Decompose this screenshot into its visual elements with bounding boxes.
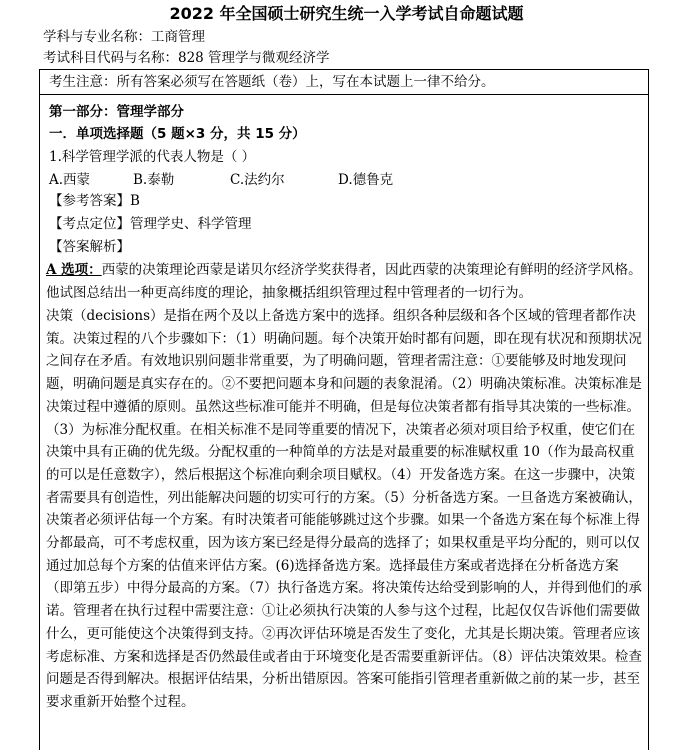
option-d: D.德鲁克 xyxy=(338,172,394,188)
major-line: 学科与专业名称：工商管理 xyxy=(43,29,205,45)
option-a: A.西蒙 xyxy=(49,172,91,188)
option-a-text: 西蒙的决策理论西蒙是诺贝尔经济学奖获得者，因此西蒙的决策理论有鲜明的经济学风格。他试图总结出一种更高纬度的理论，抽象概括组织管理过程中管理者的一切行为。 xyxy=(46,262,642,301)
section-title: 一．单项选择题（5 题×3 分，共 15 分） xyxy=(49,126,306,142)
knowledge-point: 【考点定位】管理学史、科学管理 xyxy=(49,216,252,232)
option-a-label: A 选项： xyxy=(46,262,102,278)
question-frame xyxy=(39,69,649,750)
analysis-body: 决策（decisions）是指在两个及以上备选方案中的选择。组织各种层级和各个区域的管理者都作决策。决策过程的八个步骤如下：（1）明确问题。每个决策开始时都有问题，即在现有状况和预期状况之间存在矛盾。有效地识别问题非常重要，为了明确问题，管理者需注意：①要能够及时地发现问题，明确问题是真实存在的。②不要把问题本身和问题的表象混淆。（2）明确决策标准。决策标准是决策过程中遵循的原则。虽然这些标准可能并不明确，但是每位决策者都有指导其决策的一些标准。（3）为标准分配权重。在相关标准不是同等重要的情况下，决策者必须对项目给予权重，使它们在决策中具有正确的优先级。分配权重的一种简单的方法是对最重要的标准赋权重 10（作为最高权重的可以是任意数字），然后根据这个标准向剩余项目赋权。（4）开发备选方案。在这一步骤中，决策者需要具有创造性，列出能解决问题的切实可行的方案。（5）分析备选方案。一旦备选方案被确认，决策者必须评估每一个方案。有时决策者可能能够跳过这个步骤。如果一个备选方案在每个标准上得分都最高，可不考虑权重，因为该方案已经是得分最高的选择了；如果权重是平均分配的，则可以仅通过加总每个方案的估值来评估方案。(6)选择备选方案。选择最佳方案或者选择在分析备选方案（即第五步）中得分最高的方案。（7）执行备选方案。将决策传达给受到影响的人，并得到他们的承诺。管理者在执行过程中需要注意：①让必须执行决策的人参与这个过程，比起仅仅告诉他们需要做什么，更可能使这个决策得到支持。②再次评估环境是否发生了变化，尤其是长期决策。管理者应该考虑标准、方案和选择是否仍然最佳或者由于环境变化是否需要重新评估。（8）评估决策效果。检查问题是否得到解决。根据评估结果，分析出错原因。答案可能指引管理者重新做之前的某一步，甚至要求重新开始整个过程。 xyxy=(46,308,642,710)
analysis-paragraph-a xyxy=(46,259,642,304)
question-stem: 1.科学管理学派的代表人物是（ ） xyxy=(49,149,256,165)
notice-divider xyxy=(40,94,648,95)
option-b: B.泰勒 xyxy=(133,172,175,188)
option-c: C.法约尔 xyxy=(230,172,285,188)
reference-answer: 【参考答案】B xyxy=(49,193,140,209)
subject-line: 考试科目代码与名称：828 管理学与微观经济学 xyxy=(43,50,330,66)
candidate-notice: 考生注意：所有答案必须写在答题纸（卷）上，写在本试题上一律不给分。 xyxy=(49,74,495,90)
part-title: 第一部分：管理学部分 xyxy=(49,104,184,120)
analysis-label: 【答案解析】 xyxy=(49,239,130,255)
exam-title: 2022 年全国硕士研究生统一入学考试自命题试题 xyxy=(169,4,524,23)
